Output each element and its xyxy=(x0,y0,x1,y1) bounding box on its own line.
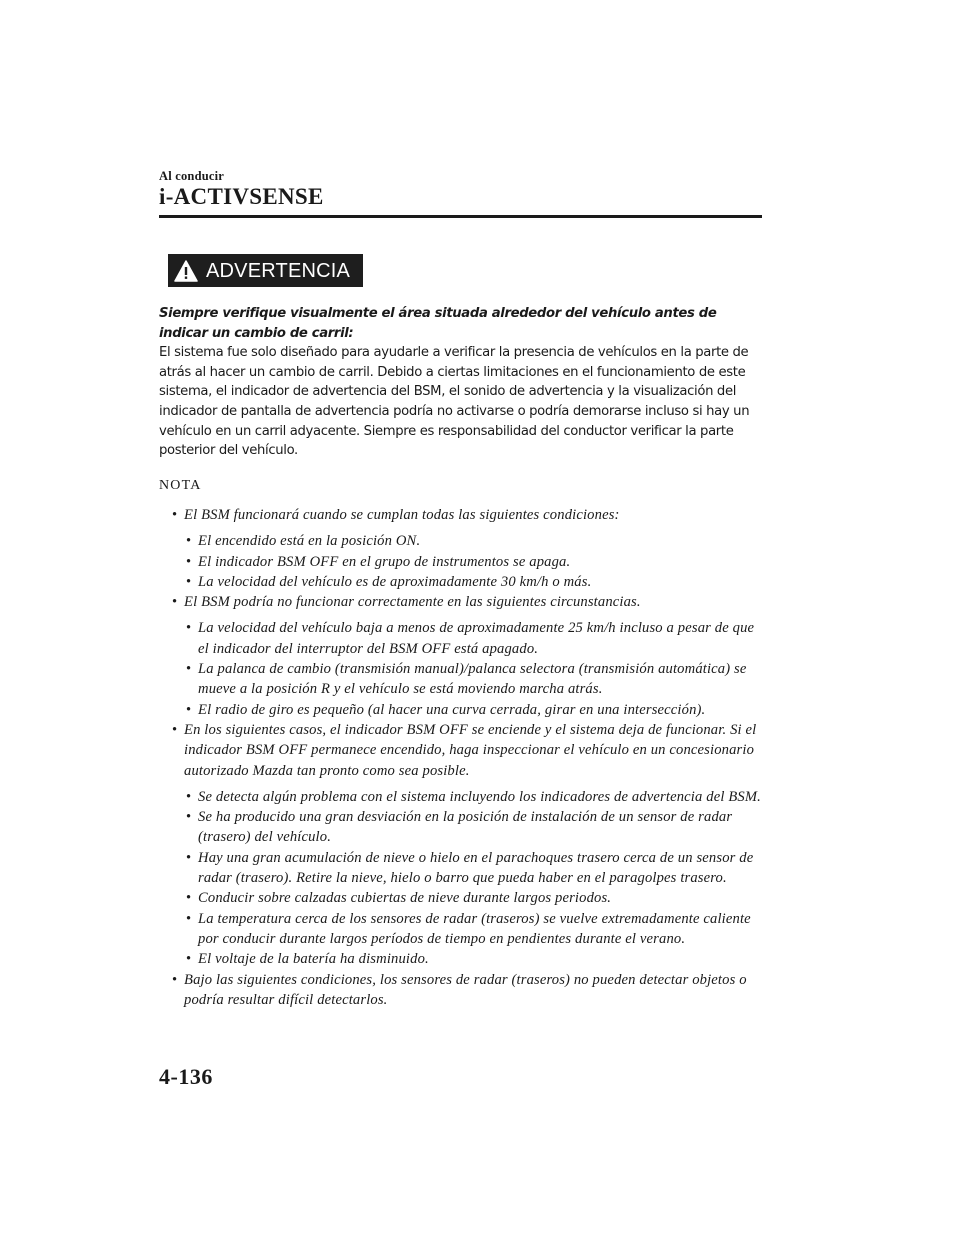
note-item xyxy=(170,970,765,1011)
bullet-icon: • xyxy=(172,971,178,988)
warning-triangle-icon xyxy=(174,260,198,282)
note-subitem-text: El radio de giro es pequeño (al hacer una curva cerrada, girar en una intersección). xyxy=(198,701,706,718)
note-subitem xyxy=(170,949,765,969)
page-number: 4-136 xyxy=(159,1064,213,1089)
note-subitem xyxy=(170,888,765,908)
note-subitem xyxy=(170,700,765,720)
bullet-icon: • xyxy=(172,594,178,611)
note-subitem xyxy=(170,618,765,659)
note-subitem xyxy=(170,572,765,592)
note-item-text: El BSM podría no funcionar correctamente en las siguientes circunstancias. xyxy=(184,594,641,611)
note-subitem-text: La temperatura cerca de los sensores de radar (traseros) se vuelve extremadamente caliente por conducir durante largos períodos de tiempo en pendientes durante el verano. xyxy=(198,910,751,947)
bullet-icon: • xyxy=(172,507,178,523)
note-item-text: En los siguientes casos, el indicador BSM OFF se enciende y el sistema deja de funcionar. Si el indicador BSM OFF permanece encendido, haga inspeccionar el vehículo en un concesionario autorizado Mazda tan pronto como sea posible. xyxy=(184,721,757,779)
warning-section xyxy=(159,304,764,461)
note-label: NOTA xyxy=(159,478,202,493)
note-item-text: Bajo las siguientes condiciones, los sensores de radar (traseros) no pueden detectar objetos o podría resultar difícil detectarlos. xyxy=(184,971,747,1008)
note-item-text: El BSM funcionará cuando se cumplan todas las siguientes condiciones: xyxy=(184,507,620,523)
bullet-icon: • xyxy=(186,661,192,678)
bullet-icon: • xyxy=(186,553,192,570)
note-subitem xyxy=(170,659,765,700)
note-item xyxy=(170,505,765,525)
note-subitem xyxy=(170,552,765,572)
bullet-icon: • xyxy=(186,573,192,590)
note-subitem-text: Se ha producido una gran desviación en la posición de instalación de un sensor de radar (trasero) del vehículo. xyxy=(198,809,733,846)
note-list xyxy=(170,505,765,1010)
note-subitem-text: Conducir sobre calzadas cubiertas de nieve durante largos periodos. xyxy=(198,890,612,907)
header-divider xyxy=(159,215,762,218)
note-subitem xyxy=(170,909,765,950)
note-subitem-text: La velocidad del vehículo es de aproximadamente 30 km/h o más. xyxy=(198,573,592,590)
note-subitem-text: Se detecta algún problema con el sistema incluyendo los indicadores de advertencia del BSM. xyxy=(198,788,761,805)
bullet-icon: • xyxy=(186,809,192,826)
note-subitem-text: El encendido está en la posición ON. xyxy=(198,533,421,550)
bullet-icon: • xyxy=(186,620,192,637)
note-subitem-text: El voltaje de la batería ha disminuido. xyxy=(198,951,429,968)
note-subitem xyxy=(170,807,765,848)
note-item xyxy=(170,592,765,612)
bullet-icon: • xyxy=(186,910,192,927)
note-subitem xyxy=(170,787,765,807)
section-label: Al conducir xyxy=(159,169,225,183)
bullet-icon: • xyxy=(186,890,192,907)
note-subitem-text: La palanca de cambio (transmisión manual)/palanca selectora (transmisión automática) se mueve a la posición R y el vehículo se está moviendo marcha atrás. xyxy=(198,661,747,698)
note-item xyxy=(170,720,765,781)
bullet-icon: • xyxy=(186,849,192,866)
bullet-icon: • xyxy=(186,533,192,550)
note-subitem-text: La velocidad del vehículo baja a menos de aproximadamente 25 km/h incluso a pesar de que el indicador del interruptor del BSM OFF está apagado. xyxy=(198,620,755,657)
warning-title: Siempre verifique visualmente el área situada alrededor del vehículo antes de indicar un cambio de carril: xyxy=(159,306,717,341)
note-subitem-text: Hay una gran acumulación de nieve o hielo en el parachoques trasero cerca de un sensor de radar (trasero). Retire la nieve, hielo o barro que pueda haber en el paragolpes trasero. xyxy=(198,849,754,887)
note-subitem-text: El indicador BSM OFF en el grupo de instrumentos se apaga. xyxy=(198,553,571,570)
bullet-icon: • xyxy=(172,721,178,738)
warning-text: El sistema fue solo diseñado para ayudarle a verificar la presencia de vehículos en la parte de atrás al hacer un cambio de carril. Debido a ciertas limitaciones en el funcionamiento de este sistema, el indicador de advertencia del BSM, el sonido de advertencia y la visualización del indicador de pantalla de advertencia podría no activarse o podría demorarse incluso si hay un vehículo en un carril adyacente. Siempre es responsabilidad del conductor verificar la parte posterior del vehículo. xyxy=(159,345,750,459)
warning-label: ADVERTENCIA xyxy=(206,259,351,282)
bullet-icon: • xyxy=(186,701,192,718)
note-subitem xyxy=(170,531,765,551)
page-title: i-ACTIVSENSE xyxy=(159,184,324,209)
bullet-icon: • xyxy=(186,788,192,805)
bullet-icon: • xyxy=(186,951,192,968)
warning-banner xyxy=(168,254,363,287)
note-subitem xyxy=(170,848,765,889)
